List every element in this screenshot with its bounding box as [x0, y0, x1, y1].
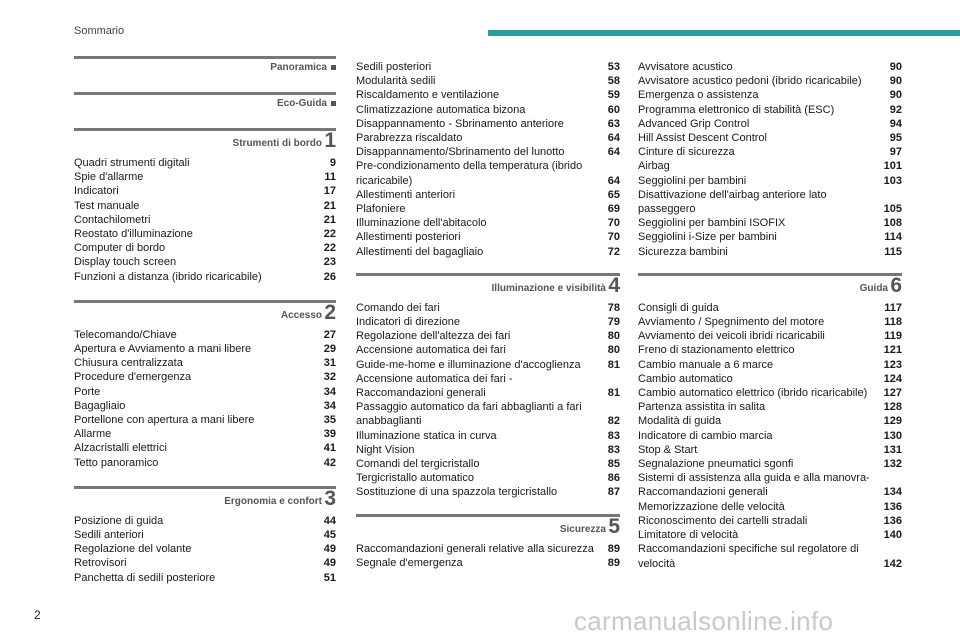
toc-entry[interactable]: [356, 230, 620, 244]
toc-column-1: [74, 56, 336, 601]
toc-entry-page: 42: [323, 456, 336, 469]
toc-entry[interactable]: [74, 328, 336, 342]
toc-entry-page: 45: [323, 529, 336, 542]
toc-entry[interactable]: [638, 471, 902, 499]
toc-entry-title: Emergenza o assistenza: [638, 89, 759, 102]
toc-section-6: [638, 273, 902, 571]
toc-entry-page: 85: [607, 458, 620, 471]
toc-entry-page: 80: [607, 344, 620, 357]
toc-entry-title: Allestimenti posteriori: [356, 231, 461, 244]
section-title-panoramica[interactable]: Panoramica: [270, 62, 336, 73]
toc-column-3: [638, 60, 902, 587]
toc-entry-page: 129: [883, 415, 902, 428]
toc-entry-page: 81: [607, 387, 620, 400]
toc-section-5: [356, 514, 620, 570]
toc-entry-page: 108: [883, 217, 902, 230]
toc-section-1: [74, 128, 336, 284]
toc-entry-title: Computer di bordo: [74, 242, 166, 255]
toc-entry-page: 72: [607, 245, 620, 258]
toc-entry[interactable]: [638, 74, 902, 88]
toc-entry-page: 90: [889, 75, 902, 88]
toc-entry-title: Avviamento / Spegnimento del motore: [638, 316, 825, 329]
toc-entry-title: Cambio automatico: [638, 372, 733, 385]
toc-entry-title: Disattivazione dell'airbag anteriore lato passeggero: [638, 188, 827, 216]
toc-entry[interactable]: [74, 370, 336, 384]
toc-entry[interactable]: [638, 131, 902, 145]
toc-entry[interactable]: [356, 329, 620, 343]
square-bullet-icon: [331, 101, 336, 106]
toc-entry-title: Chiusura centralizzata: [74, 357, 183, 370]
toc-entry-page: 92: [889, 103, 902, 116]
toc-entry[interactable]: [74, 184, 336, 198]
toc-entry-page: 86: [607, 472, 620, 485]
toc-entry-page: 97: [889, 146, 902, 159]
toc-entry-page: 31: [323, 357, 336, 370]
toc-entry-title: Funzioni a distanza (ibrido ricaricabile): [74, 270, 262, 283]
toc-entry-title: Avvisatore acustico pedoni (ibrido ricaricabile): [638, 75, 862, 88]
toc-entry[interactable]: [638, 429, 902, 443]
toc-entry[interactable]: [638, 443, 902, 457]
toc-section-2: [74, 300, 336, 470]
toc-entry-page: 69: [607, 203, 620, 216]
toc-section-3-continued: [356, 60, 620, 259]
toc-entry[interactable]: [638, 500, 902, 514]
toc-entry[interactable]: [638, 188, 902, 216]
toc-entry-page: 80: [607, 330, 620, 343]
toc-entry[interactable]: [638, 60, 902, 74]
toc-entry-title: Indicatori di direzione: [356, 316, 460, 329]
toc-entry[interactable]: [74, 156, 336, 170]
toc-entry-title: Stop & Start: [638, 443, 698, 456]
toc-entry[interactable]: [638, 358, 902, 372]
toc-entry-title: Reostato d'illuminazione: [74, 228, 193, 241]
toc-entry[interactable]: [74, 413, 336, 427]
toc-entry-page: 127: [883, 387, 902, 400]
toc-entry[interactable]: [74, 385, 336, 399]
toc-entry[interactable]: [74, 342, 336, 356]
toc-entry-title: Disappannamento - Sbrinamento anteriore: [356, 117, 564, 130]
toc-entry-title: Cinture di sicurezza: [638, 146, 735, 159]
toc-entry-title: Illuminazione statica in curva: [356, 429, 497, 442]
toc-entry-page: 82: [607, 415, 620, 428]
toc-entry-page: 95: [889, 132, 902, 145]
toc-entry-title: Guide-me-home e illuminazione d'accoglienza: [356, 358, 581, 371]
toc-entry[interactable]: [74, 399, 336, 413]
toc-entry-title: Avviamento dei veicoli ibridi ricaricabili: [638, 330, 825, 343]
toc-entry-page: 35: [323, 414, 336, 427]
toc-entry-title: Cambio automatico elettrico (ibrido ricaricabile): [638, 387, 868, 400]
watermark: carmanualsonline.info: [574, 606, 834, 636]
toc-entry[interactable]: [356, 400, 620, 428]
toc-entry-page: 64: [607, 174, 620, 187]
toc-entry-title: Sicurezza bambini: [638, 245, 728, 258]
toc-entry-page: 123: [883, 358, 902, 371]
toc-entry[interactable]: [74, 528, 336, 542]
section-title[interactable]: Accesso: [280, 309, 322, 321]
section-title[interactable]: Ergonomia e confort: [224, 495, 322, 507]
toc-entry-title: Consigli di guida: [638, 301, 719, 314]
toc-entry-page: 49: [323, 543, 336, 556]
toc-entry-title: Sistemi di assistenza alla guida e alla manovra- Raccomandazioni generali: [638, 472, 870, 499]
toc-entry-title: Tergicristallo automatico: [356, 472, 474, 485]
toc-entry-page: 41: [323, 442, 336, 455]
toc-entry[interactable]: [638, 372, 902, 386]
toc-entry-page: 117: [884, 301, 902, 314]
toc-entry-page: 11: [324, 171, 336, 184]
section-rule: [356, 514, 620, 517]
toc-entry-title: Freno di stazionamento elettrico: [638, 344, 795, 357]
toc-entry-page: 65: [607, 188, 620, 201]
toc-entry[interactable]: [356, 301, 620, 315]
toc-entry-page: 94: [889, 117, 902, 130]
toc-entry-title: Quadri strumenti digitali: [74, 157, 190, 169]
section-rule: [74, 92, 336, 95]
section-title[interactable]: Guida: [859, 282, 888, 294]
toc-entry-title: Plafoniere: [356, 203, 406, 216]
entry-list: [74, 514, 336, 585]
toc-entry[interactable]: [74, 213, 336, 227]
toc-entry-page: 58: [607, 75, 620, 88]
toc-entry-title: Modalità di guida: [638, 415, 722, 428]
toc-entry[interactable]: [74, 427, 336, 441]
toc-entry-title: Raccomandazioni generali relative alla sicurezza: [356, 542, 594, 555]
toc-entry-title: Riscaldamento e ventilazione: [356, 89, 500, 102]
toc-entry-page: 34: [323, 399, 336, 412]
toc-entry-title: Spie d'allarme: [74, 171, 144, 184]
toc-entry-title: Contachilometri: [74, 213, 151, 226]
toc-column-2: [356, 60, 620, 586]
toc-entry-page: 90: [889, 89, 902, 102]
toc-entry[interactable]: [638, 174, 902, 188]
section-title[interactable]: Sicurezza: [559, 523, 606, 535]
toc-entry[interactable]: [356, 245, 620, 259]
section-number: 6: [890, 273, 902, 297]
section-rule: [638, 273, 902, 276]
toc-entry-page: 21: [323, 199, 336, 212]
toc-entry-title: Comando dei fari: [356, 301, 440, 314]
toc-entry-page: 39: [323, 428, 336, 441]
toc-entry-title: Telecomando/Chiave: [74, 328, 177, 341]
toc-entry-page: 44: [323, 514, 336, 527]
toc-entry[interactable]: [638, 145, 902, 159]
toc-section-ecoguida: [74, 92, 336, 110]
toc-entry-page: 89: [607, 556, 620, 569]
toc-entry[interactable]: [356, 343, 620, 357]
entry-list: [638, 301, 902, 571]
toc-entry[interactable]: [638, 103, 902, 117]
toc-entry-page: 103: [883, 174, 902, 187]
toc-entry[interactable]: [74, 170, 336, 184]
toc-entry-title: Sostituzione di una spazzola tergicristallo: [356, 486, 558, 499]
toc-entry-page: 64: [607, 132, 620, 145]
toc-entry-page: 136: [883, 500, 902, 513]
toc-entry-title: Disappannamento/Sbrinamento del lunotto: [356, 146, 565, 159]
toc-entry-title: Segnale d'emergenza: [356, 556, 463, 569]
toc-entry[interactable]: [638, 315, 902, 329]
toc-entry[interactable]: [74, 199, 336, 213]
toc-entry[interactable]: [356, 315, 620, 329]
toc-entry-title: Modularità sedili: [356, 75, 436, 88]
toc-entry[interactable]: [638, 245, 902, 259]
section-title[interactable]: Illuminazione e visibilità: [491, 282, 606, 294]
toc-entry-title: Hill Assist Descent Control: [638, 132, 767, 145]
toc-entry[interactable]: [638, 216, 902, 230]
entry-list: [356, 60, 620, 259]
toc-entry[interactable]: [638, 329, 902, 343]
toc-entry[interactable]: [356, 74, 620, 88]
toc-entry-title: Partenza assistita in salita: [638, 401, 766, 414]
toc-entry-page: 64: [607, 146, 620, 159]
toc-entry-page: 26: [323, 270, 336, 283]
toc-entry[interactable]: [356, 159, 620, 187]
toc-entry[interactable]: [356, 542, 620, 556]
toc-entry-page: 49: [323, 557, 336, 570]
toc-entry-page: 124: [883, 372, 902, 385]
toc-entry-title: Apertura e Avviamento a mani libere: [74, 343, 252, 356]
toc-entry-page: 22: [323, 242, 336, 255]
toc-entry[interactable]: [356, 471, 620, 485]
toc-entry[interactable]: [638, 159, 902, 173]
section-number: 4: [608, 273, 620, 297]
toc-entry-page: 140: [883, 529, 902, 542]
toc-entry-title: Cambio manuale a 6 marce: [638, 358, 774, 371]
toc-entry-page: 118: [884, 316, 902, 329]
toc-entry-page: 142: [883, 557, 902, 570]
toc-entry[interactable]: [356, 443, 620, 457]
toc-entry[interactable]: [74, 356, 336, 370]
section-number: 5: [608, 514, 620, 538]
toc-entry-title: Memorizzazione delle velocità: [638, 500, 785, 513]
toc-entry[interactable]: [638, 386, 902, 400]
toc-entry-page: 101: [883, 160, 902, 173]
toc-entry-page: 90: [889, 61, 902, 73]
toc-entry-page: 70: [607, 231, 620, 244]
toc-entry-page: 130: [883, 429, 902, 442]
toc-entry-title: Porte: [74, 385, 101, 398]
toc-entry[interactable]: [356, 188, 620, 202]
toc-entry-title: Sedili posteriori: [356, 61, 432, 73]
toc-entry[interactable]: [356, 60, 620, 74]
entry-list: [74, 328, 336, 470]
toc-entry-title: Advanced Grip Control: [638, 117, 750, 130]
toc-section-4: [356, 273, 620, 500]
toc-entry[interactable]: [356, 216, 620, 230]
toc-entry-title: Seggiolini per bambini: [638, 174, 747, 187]
toc-entry-title: Posizione di guida: [74, 514, 164, 527]
toc-entry-title: Allarme: [74, 428, 112, 441]
section-rule: [74, 128, 336, 131]
toc-entry-page: 131: [883, 443, 902, 456]
toc-entry-title: Accensione automatica dei fari: [356, 344, 506, 357]
section-rule: [356, 273, 620, 276]
toc-entry[interactable]: [356, 88, 620, 102]
toc-entry-page: 51: [323, 571, 336, 584]
toc-entry-page: 29: [323, 343, 336, 356]
toc-entry[interactable]: [638, 117, 902, 131]
toc-entry-title: Allestimenti anteriori: [356, 188, 456, 201]
toc-entry-page: 59: [607, 89, 620, 102]
section-title[interactable]: Strumenti di bordo: [232, 138, 322, 149]
toc-entry-title: Portellone con apertura a mani libere: [74, 414, 255, 427]
toc-entry[interactable]: [356, 556, 620, 570]
entry-list: [356, 542, 620, 570]
toc-entry-title: Panchetta di sedili posteriore: [74, 571, 216, 584]
toc-entry[interactable]: [638, 301, 902, 315]
toc-entry-page: 23: [323, 256, 336, 269]
toc-entry-title: Display touch screen: [74, 256, 177, 269]
toc-entry-title: Test manuale: [74, 199, 140, 212]
toc-entry-title: Sedili anteriori: [74, 529, 144, 542]
toc-entry[interactable]: [638, 343, 902, 357]
toc-section-5-continued: [638, 60, 902, 259]
toc-entry[interactable]: [356, 457, 620, 471]
toc-entry[interactable]: [74, 227, 336, 241]
section-rule: [74, 486, 336, 489]
toc-entry[interactable]: [74, 571, 336, 585]
section-title-eco-guida[interactable]: Eco-Guida: [277, 98, 336, 109]
entry-list: [356, 301, 620, 500]
section-number: 2: [324, 300, 336, 324]
toc-entry-page: 136: [883, 514, 902, 527]
toc-entry-title: Climatizzazione automatica bizona: [356, 103, 526, 116]
toc-entry[interactable]: [638, 230, 902, 244]
toc-entry[interactable]: [356, 485, 620, 499]
toc-entry-page: 22: [323, 228, 336, 241]
toc-entry[interactable]: [638, 88, 902, 102]
entry-list: [74, 156, 336, 284]
toc-entry[interactable]: [74, 270, 336, 284]
toc-entry[interactable]: [356, 117, 620, 131]
toc-entry[interactable]: [356, 202, 620, 216]
toc-entry[interactable]: [356, 429, 620, 443]
toc-entry-page: 87: [607, 486, 620, 499]
toc-entry-page: 134: [883, 486, 902, 499]
toc-entry-title: Procedure d'emergenza: [74, 371, 192, 384]
toc-entry-title: Seggiolini per bambini ISOFIX: [638, 217, 786, 230]
toc-entry[interactable]: [356, 131, 620, 145]
toc-entry-title: Raccomandazioni specifiche sul regolatore di velocità: [638, 543, 859, 570]
toc-entry[interactable]: [356, 145, 620, 159]
toc-entry-page: 114: [884, 231, 902, 244]
toc-entry[interactable]: [638, 542, 902, 570]
toc-entry-page: 21: [323, 213, 336, 226]
toc-entry-page: 105: [883, 203, 902, 216]
section-number: 3: [324, 486, 336, 510]
toc-entry-title: Avvisatore acustico: [638, 61, 733, 73]
toc-entry[interactable]: [74, 456, 336, 470]
toc-entry[interactable]: [638, 457, 902, 471]
entry-list: [638, 60, 902, 259]
toc-entry[interactable]: [638, 414, 902, 428]
toc-entry[interactable]: [356, 358, 620, 372]
toc-entry-title: Pre-condizionamento della temperatura (ibrido ricaricabile): [356, 160, 583, 187]
header-accent-bar: [488, 30, 960, 36]
section-rule: [74, 56, 336, 59]
toc-entry-page: 53: [607, 61, 620, 73]
toc-entry-page: 115: [884, 245, 902, 258]
toc-section-3: [74, 486, 336, 585]
toc-entry-title: Retrovisori: [74, 557, 127, 570]
header-title: Sommario: [74, 25, 125, 37]
toc-entry[interactable]: [74, 441, 336, 455]
toc-entry[interactable]: [356, 372, 620, 400]
toc-entry[interactable]: [638, 400, 902, 414]
square-bullet-icon: [331, 65, 336, 70]
toc-entry-title: Illuminazione dell'abitacolo: [356, 217, 487, 230]
toc-entry-title: Comandi del tergicristallo: [356, 458, 480, 471]
toc-entry-title: Passaggio automatico da fari abbaglianti a fari anabbaglianti: [356, 401, 582, 428]
toc-entry[interactable]: [74, 556, 336, 570]
toc-entry-page: 128: [883, 401, 902, 414]
toc-entry-page: 63: [607, 117, 620, 130]
toc-section-panoramica: [74, 56, 336, 74]
toc-entry-page: 70: [607, 217, 620, 230]
toc-entry-page: 9: [329, 157, 336, 169]
section-rule: [74, 300, 336, 303]
toc-entry-title: Riconoscimento dei cartelli stradali: [638, 514, 808, 527]
toc-entry-title: Bagagliaio: [74, 399, 126, 412]
toc-entry-page: 27: [323, 328, 336, 341]
toc-entry[interactable]: [638, 514, 902, 528]
toc-entry-page: 83: [607, 443, 620, 456]
toc-entry-title: Parabrezza riscaldato: [356, 132, 463, 145]
toc-entry[interactable]: [74, 514, 336, 528]
toc-entry-title: Programma elettronico di stabilità (ESC): [638, 103, 835, 116]
toc-entry[interactable]: [356, 103, 620, 117]
toc-entry-page: 89: [607, 542, 620, 555]
toc-entry-title: Accensione automatica dei fari - Raccomandazioni generali: [356, 372, 513, 400]
toc-entry-page: 121: [883, 344, 902, 357]
toc-entry[interactable]: [638, 528, 902, 542]
toc-entry-page: 32: [323, 371, 336, 384]
toc-entry-title: Tetto panoramico: [74, 456, 159, 469]
toc-entry-title: Regolazione del volante: [74, 543, 192, 556]
toc-entry-title: Night Vision: [356, 443, 415, 456]
toc-entry-title: Limitatore di velocità: [638, 529, 739, 542]
toc-entry-page: 119: [884, 330, 902, 343]
toc-entry-page: 81: [607, 358, 620, 371]
toc-entry-page: 17: [323, 185, 336, 198]
section-number: 1: [324, 129, 336, 152]
toc-entry-title: Indicatore di cambio marcia: [638, 429, 773, 442]
toc-entry[interactable]: [74, 542, 336, 556]
toc-entry-title: Airbag: [638, 160, 670, 173]
toc-entry-title: Alzacristalli elettrici: [74, 442, 167, 455]
toc-entry-title: Seggiolini i-Size per bambini: [638, 231, 777, 244]
toc-entry-title: Segnalazione pneumatici sgonfi: [638, 458, 794, 471]
toc-entry[interactable]: [74, 255, 336, 269]
toc-entry-page: 60: [607, 103, 620, 116]
toc-entry-title: Allestimenti del bagagliaio: [356, 245, 484, 258]
toc-entry-page: 79: [607, 316, 620, 329]
page-number: 2: [34, 608, 41, 622]
toc-entry-page: 132: [883, 458, 902, 471]
toc-entry-title: Indicatori: [74, 185, 119, 198]
toc-entry-title: Regolazione dell'altezza dei fari: [356, 330, 511, 343]
toc-entry-page: 83: [607, 429, 620, 442]
toc-entry[interactable]: [74, 241, 336, 255]
toc-entry-page: 34: [323, 385, 336, 398]
toc-entry-page: 78: [607, 301, 620, 314]
